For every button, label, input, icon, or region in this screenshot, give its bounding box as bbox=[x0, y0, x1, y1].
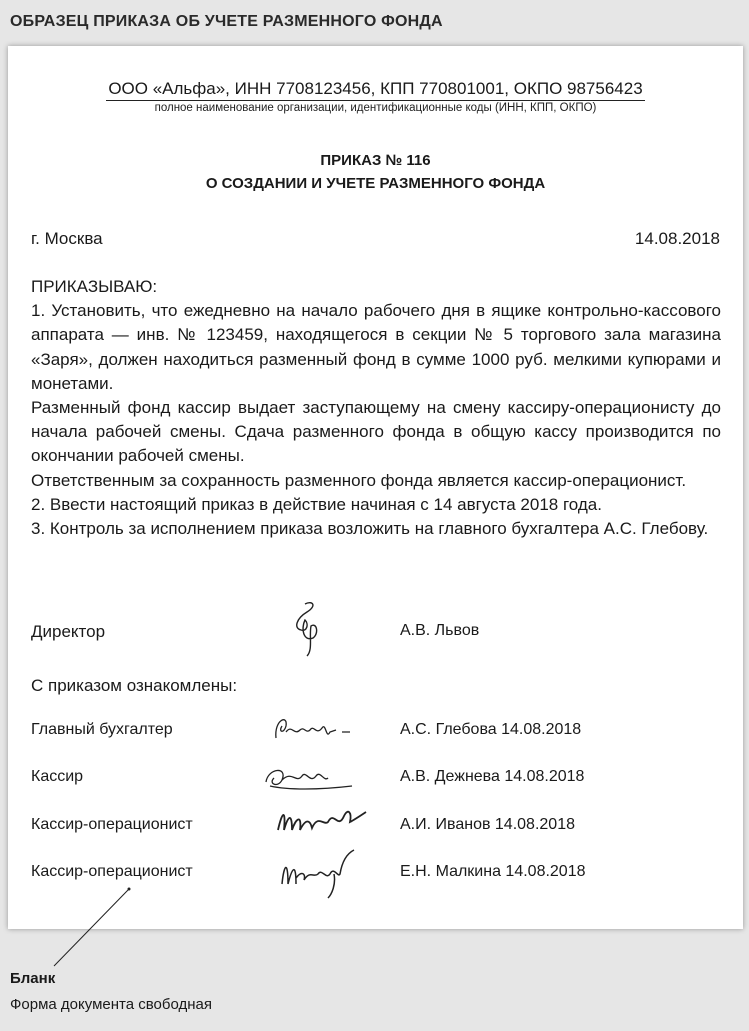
signatory-role: Кассир bbox=[31, 768, 84, 785]
order-paragraph: Разменный фонд кассир выдает заступающему на смену кассиру-операционисту до начала рабочей смены. Сдача разменного фонда в общую кассу производится по окончании рабочей смены. bbox=[31, 398, 721, 466]
director-role: Директор bbox=[31, 622, 106, 641]
signatory-name: А.С. Глебова 14.08.2018 bbox=[400, 721, 582, 738]
organization-text: ООО «Альфа», ИНН 7708123456, КПП 770801001, ОКПО 98756423 bbox=[106, 79, 644, 101]
order-city: г. Москва bbox=[31, 229, 103, 248]
order-number: ПРИКАЗ № 116 bbox=[320, 152, 431, 169]
director-name: А.В. Львов bbox=[400, 622, 480, 639]
order-paragraph: 3. Контроль за исполнением приказа возложить на главного бухгалтера А.С. Глебову. bbox=[31, 519, 709, 539]
page-header-title: ОБРАЗЕЦ ПРИКАЗА ОБ УЧЕТЕ РАЗМЕННОГО ФОНДА bbox=[10, 13, 443, 30]
signatory-role: Кассир-операционист bbox=[31, 863, 193, 880]
signatory-name: А.И. Иванов 14.08.2018 bbox=[400, 816, 575, 833]
director-signature bbox=[283, 598, 333, 658]
organization-note: полное наименование организации, идентификационные коды (ИНН, КПП, ОКПО) bbox=[154, 102, 597, 114]
signatory-name: А.В. Дежнева 14.08.2018 bbox=[400, 768, 585, 785]
signatory-role: Кассир-операционист bbox=[31, 816, 193, 833]
order-subject: О СОЗДАНИИ И УЧЕТЕ РАЗМЕННОГО ФОНДА bbox=[205, 175, 546, 192]
order-date: 14.08.2018 bbox=[634, 229, 720, 248]
order-paragraph: 2. Ввести настоящий приказ в действие начиная с 14 августа 2018 года. bbox=[31, 494, 602, 514]
signature-ivanov bbox=[270, 800, 370, 844]
order-document bbox=[8, 46, 743, 929]
organization-line bbox=[8, 79, 743, 99]
signatory-role: Главный бухгалтер bbox=[31, 721, 173, 738]
signature-dezhneva bbox=[258, 756, 358, 796]
order-paragraph: ПРИКАЗЫВАЮ: bbox=[31, 277, 158, 296]
callout-label: Бланк bbox=[10, 970, 56, 987]
signature-glebova bbox=[270, 710, 360, 750]
order-body bbox=[31, 275, 721, 541]
signatory-name: Е.Н. Малкина 14.08.2018 bbox=[400, 863, 586, 880]
acquainted-label: С приказом ознакомлены: bbox=[31, 676, 238, 695]
callout-note: Форма документа свободная bbox=[10, 996, 212, 1013]
order-paragraph: 1. Установить, что ежедневно на начало рабочего дня в ящике контрольно-кассового аппарата — инв. № 123459, находящегося в секции № 5 торгового зала магазина «Заря», должен находиться разменный фонд в сумме 1000 руб. мелкими купюрами и монетами. bbox=[31, 301, 721, 393]
signature-malkina bbox=[274, 844, 364, 900]
order-paragraph: Ответственным за сохранность разменного фонда является кассир-операционист. bbox=[31, 470, 687, 490]
